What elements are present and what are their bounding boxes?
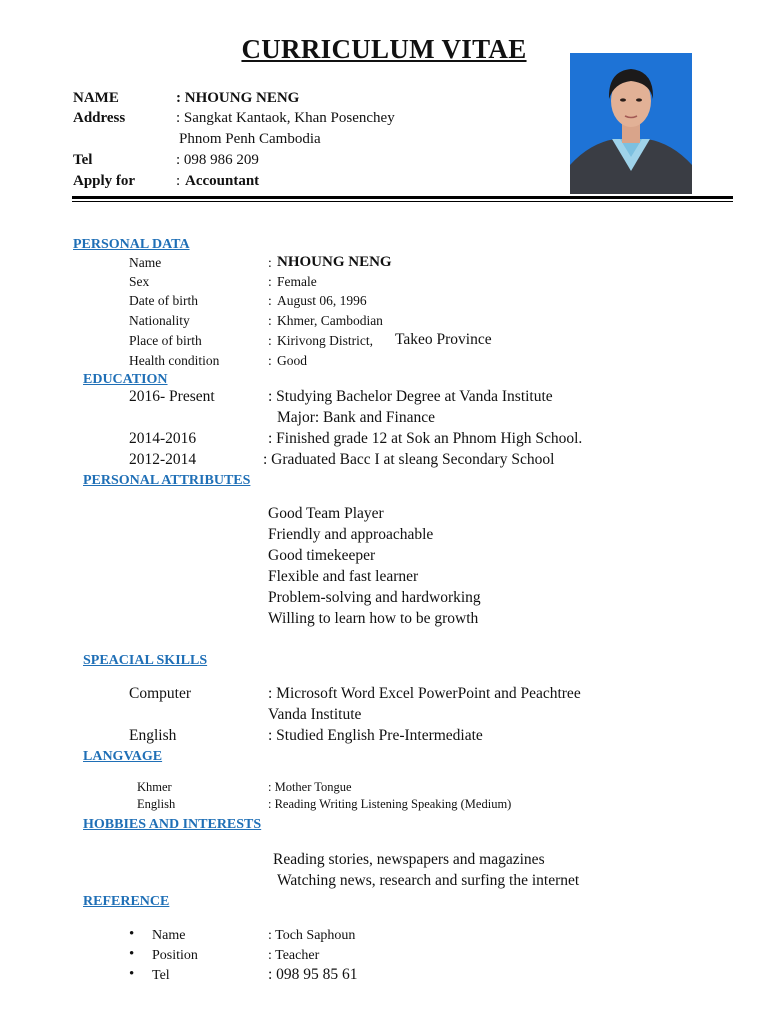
education-text-1: : Studying Bachelor Degree at Vanda Institute <box>268 388 553 405</box>
section-heading-language: LANGVAGE <box>83 749 163 764</box>
skill-label-computer: Computer <box>129 685 191 702</box>
apply-colon: : <box>176 173 181 189</box>
personal-value-birthplace-province: Takeo Province <box>395 331 492 348</box>
education-text-major: Major: Bank and Finance <box>277 409 435 426</box>
name-value: : NHOUNG NENG <box>176 90 300 106</box>
attribute-item: Good timekeeper <box>268 547 376 564</box>
language-value-english: : Reading Writing Listening Speaking (Medium) <box>268 797 512 811</box>
education-years-1: 2016- Present <box>129 388 215 405</box>
personal-value-name: NHOUNG NENG <box>277 254 392 270</box>
personal-value-sex: Female <box>277 274 317 289</box>
apply-label: Apply for <box>73 173 136 189</box>
header-divider-thin <box>72 201 733 202</box>
personal-colon-sex: : <box>268 274 272 289</box>
section-heading-special-skills: SPEACIAL SKILLS <box>83 653 208 668</box>
reference-value-tel: : 098 95 85 61 <box>268 966 358 983</box>
personal-value-dob: August 06, 1996 <box>277 293 367 308</box>
attribute-item: Willing to learn how to be growth <box>268 610 479 627</box>
bullet-icon: • <box>129 966 135 982</box>
personal-label-sex: Sex <box>129 274 150 289</box>
header-divider-thick <box>72 196 733 199</box>
personal-value-health: Good <box>277 353 307 368</box>
skill-value-computer-institute: Vanda Institute <box>268 706 362 723</box>
personal-colon-birthplace: : <box>268 333 272 348</box>
skill-value-english: : Studied English Pre-Intermediate <box>268 727 483 744</box>
personal-label-birthplace: Place of birth <box>129 333 202 348</box>
name-label: NAME <box>73 90 119 106</box>
personal-value-nationality: Khmer, Cambodian <box>277 313 383 328</box>
reference-value-name: : Toch Saphoun <box>268 928 356 943</box>
personal-label-nationality: Nationality <box>129 313 190 328</box>
personal-colon-health: : <box>268 353 272 368</box>
address-line-1: : Sangkat Kantaok, Khan Posenchey <box>176 110 395 126</box>
reference-label-position: Position <box>152 948 198 963</box>
personal-label-dob: Date of birth <box>129 293 198 308</box>
skill-label-english: English <box>129 727 177 744</box>
bullet-icon: • <box>129 946 135 962</box>
section-heading-personal-data: PERSONAL DATA <box>73 237 190 252</box>
education-text-2: : Finished grade 12 at Sok an Phnom High School. <box>268 430 583 447</box>
attribute-item: Friendly and approachable <box>268 526 434 543</box>
attribute-item: Good Team Player <box>268 505 384 522</box>
education-text-3: : Graduated Bacc I at sleang Secondary School <box>263 451 555 468</box>
reference-label-name: Name <box>152 928 186 943</box>
personal-colon-dob: : <box>268 293 272 308</box>
bullet-icon: • <box>129 926 135 942</box>
tel-label: Tel <box>73 152 93 168</box>
personal-colon-name: : <box>268 255 272 270</box>
reference-value-position: : Teacher <box>268 948 320 963</box>
document-title: CURRICULUM VITAE <box>241 34 527 64</box>
education-years-3: 2012-2014 <box>129 451 197 468</box>
section-heading-hobbies: HOBBIES AND INTERESTS <box>83 817 262 832</box>
attribute-item: Problem-solving and hardworking <box>268 589 481 606</box>
personal-value-birthplace: Kirivong District, <box>277 333 373 348</box>
education-years-2: 2014-2016 <box>129 430 197 447</box>
section-heading-reference: REFERENCE <box>83 894 170 909</box>
reference-label-tel: Tel <box>152 968 170 983</box>
attribute-item: Flexible and fast learner <box>268 568 419 585</box>
address-label: Address <box>73 110 126 126</box>
apply-value: Accountant <box>185 173 260 189</box>
profile-photo <box>570 53 692 194</box>
skill-value-computer: : Microsoft Word Excel PowerPoint and Peachtree <box>268 685 581 702</box>
section-heading-personal-attributes: PERSONAL ATTRIBUTES <box>83 473 251 488</box>
address-line-2: Phnom Penh Cambodia <box>179 131 321 147</box>
language-label-khmer: Khmer <box>137 780 172 794</box>
personal-label-health: Health condition <box>129 353 220 368</box>
hobby-item: Watching news, research and surfing the internet <box>277 872 580 889</box>
hobby-item: Reading stories, newspapers and magazines <box>273 851 545 868</box>
person-portrait-icon <box>570 53 692 194</box>
language-label-english: English <box>137 797 176 811</box>
section-heading-education: EDUCATION <box>83 372 168 387</box>
language-value-khmer: : Mother Tongue <box>268 780 352 794</box>
personal-colon-nationality: : <box>268 313 272 328</box>
tel-value: : 098 986 209 <box>176 152 259 168</box>
personal-label-name: Name <box>129 255 162 270</box>
